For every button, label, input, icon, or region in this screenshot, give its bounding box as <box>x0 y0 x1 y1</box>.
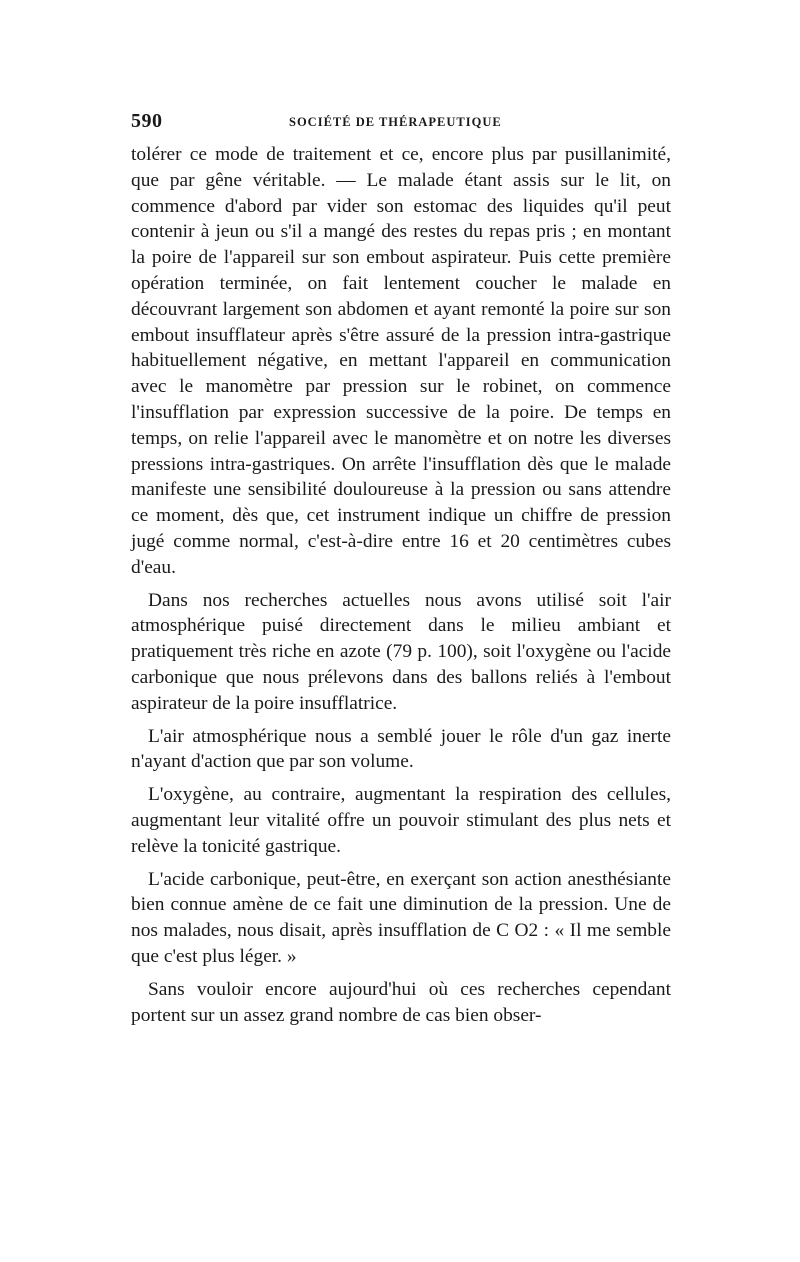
body-text <box>131 142 671 1028</box>
book-page <box>131 110 671 1028</box>
page-number: 590 <box>131 110 163 132</box>
running-title: SOCIÉTÉ DE THÉRAPEUTIQUE <box>289 115 502 129</box>
paragraph-6: Sans vouloir encore aujourd'hui où ces recherches cependant portent sur un assez grand nombre de cas bien obser- <box>131 978 671 1026</box>
paragraph-4: L'oxygène, au contraire, augmentant la respiration des cellules, augmentant leur vitalité offre un pouvoir stimulant des plus nets et relève la tonicité gastrique. <box>131 784 671 857</box>
paragraph-2: Dans nos recherches actuelles nous avons utilisé soit l'air atmosphérique puisé directement dans le milieu ambiant et pratiquement très riche en azote (79 p. 100), soit l'oxygène ou l'acide carbonique que nous prélevons dans des ballons reliés à l'embout aspirateur de la poire insufflatrice. <box>131 589 671 714</box>
paragraph-3: L'air atmosphérique nous a semblé jouer le rôle d'un gaz inerte n'ayant d'action que par son volume. <box>131 725 671 773</box>
paragraph-1: tolérer ce mode de traitement et ce, encore plus par pusillanimité, que par gêne véritable. — Le malade étant assis sur le lit, on commence d'abord par vider son estomac des liquides qu'il peut contenir à jeun ou s'il a mangé des restes du repas pris ; en montant la poire de l'appareil sur son embout aspirateur. Puis cette première opération terminée, on fait lentement coucher le malade en découvrant largement son abdomen et ayant remonté la poire sur son embout insufflateur après s'être assuré de la pression intra-gastrique habituellement négative, en mettant l'appareil en communication avec le manomètre par pression sur le robinet, on commence l'insufflation par expression successive de la poire. De temps en temps, on relie l'appareil avec le manomètre et on notre les diverses pressions intra-gastriques. On arrête l'insufflation dès que le malade manifeste une sensibilité douloureuse à la pression ou sans attendre ce moment, dès que, cet instrument indique un chiffre de pression jugé comme normal, c'est-à-dire entre 16 et 20 centimètres cubes d'eau. <box>131 144 671 578</box>
running-head <box>131 110 671 142</box>
paragraph-5: L'acide carbonique, peut-être, en exerçant son action anesthésiante bien connue amène de ce fait une diminution de la pression. Une de nos malades, nous disait, après insufflation de C O2 : « Il me semble que c'est plus léger. » <box>131 868 671 967</box>
